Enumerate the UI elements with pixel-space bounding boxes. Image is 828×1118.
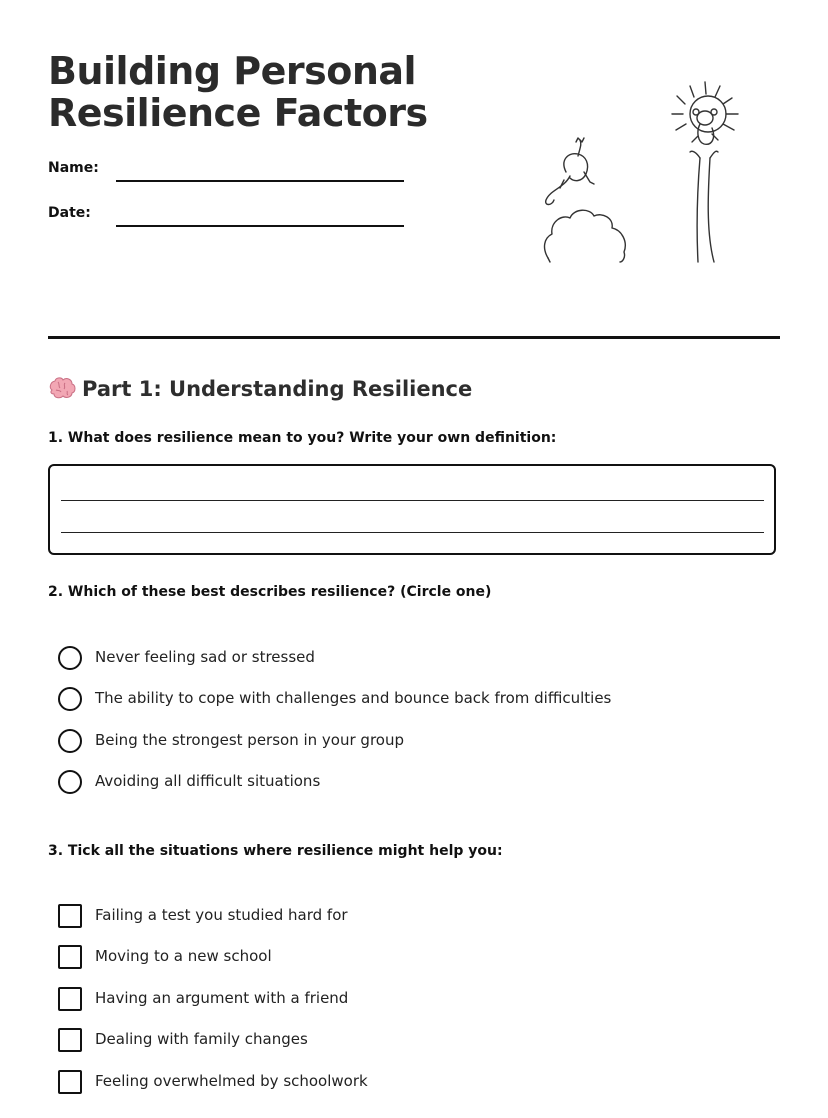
brain-emoji-icon	[48, 376, 76, 400]
q2-option-4[interactable]	[58, 770, 758, 794]
answer-line	[61, 532, 764, 533]
radio-circle[interactable]	[58, 770, 82, 794]
checkbox[interactable]	[58, 1028, 82, 1052]
question-2: 2. Which of these best describes resilience? (Circle one)	[48, 584, 492, 600]
name-field[interactable]	[48, 160, 408, 186]
option-label: Moving to a new school	[95, 947, 272, 965]
checkbox[interactable]	[58, 945, 82, 969]
radio-circle[interactable]	[58, 687, 82, 711]
title-line-2: Resilience Factors	[48, 91, 428, 135]
q3-option-3[interactable]	[58, 987, 758, 1011]
q3-option-1[interactable]	[58, 904, 758, 928]
resilience-illustration	[520, 72, 750, 272]
part1-title	[48, 374, 472, 404]
question-1: 1. What does resilience mean to you? Write your own definition:	[48, 430, 557, 446]
radio-circle[interactable]	[58, 646, 82, 670]
option-label: Avoiding all difficult situations	[95, 772, 321, 790]
date-line[interactable]	[116, 225, 404, 227]
q3-option-2[interactable]	[58, 945, 758, 969]
title-line-1: Building Personal	[48, 49, 417, 93]
option-label: The ability to cope with challenges and bounce back from difficulties	[95, 689, 612, 707]
q2-option-3[interactable]	[58, 729, 758, 753]
answer-line	[61, 500, 764, 501]
bush-icon	[545, 210, 626, 262]
definition-answer-box[interactable]	[48, 464, 776, 555]
checkbox[interactable]	[58, 904, 82, 928]
date-label: Date:	[48, 205, 91, 221]
radio-circle[interactable]	[58, 729, 82, 753]
option-label: Having an argument with a friend	[95, 989, 349, 1007]
checkbox[interactable]	[58, 1070, 82, 1094]
checkbox[interactable]	[58, 987, 82, 1011]
name-label: Name:	[48, 160, 99, 176]
q3-option-5[interactable]	[58, 1070, 758, 1094]
option-label: Feeling overwhelmed by schoolwork	[95, 1072, 368, 1090]
option-label: Being the strongest person in your group	[95, 731, 404, 749]
option-label: Dealing with family changes	[95, 1030, 308, 1048]
option-label: Failing a test you studied hard for	[95, 906, 348, 924]
monkey-jumping-icon	[546, 138, 594, 205]
date-field[interactable]	[48, 205, 408, 231]
name-line[interactable]	[116, 180, 404, 182]
q2-option-2[interactable]	[58, 687, 758, 711]
q2-option-1[interactable]	[58, 646, 758, 670]
worksheet-title	[48, 50, 428, 134]
question-3: 3. Tick all the situations where resilience might help you:	[48, 843, 503, 859]
part1-title-text: Part 1: Understanding Resilience	[82, 377, 473, 401]
option-label: Never feeling sad or stressed	[95, 648, 315, 666]
section-divider	[48, 336, 780, 339]
q3-option-4[interactable]	[58, 1028, 758, 1052]
